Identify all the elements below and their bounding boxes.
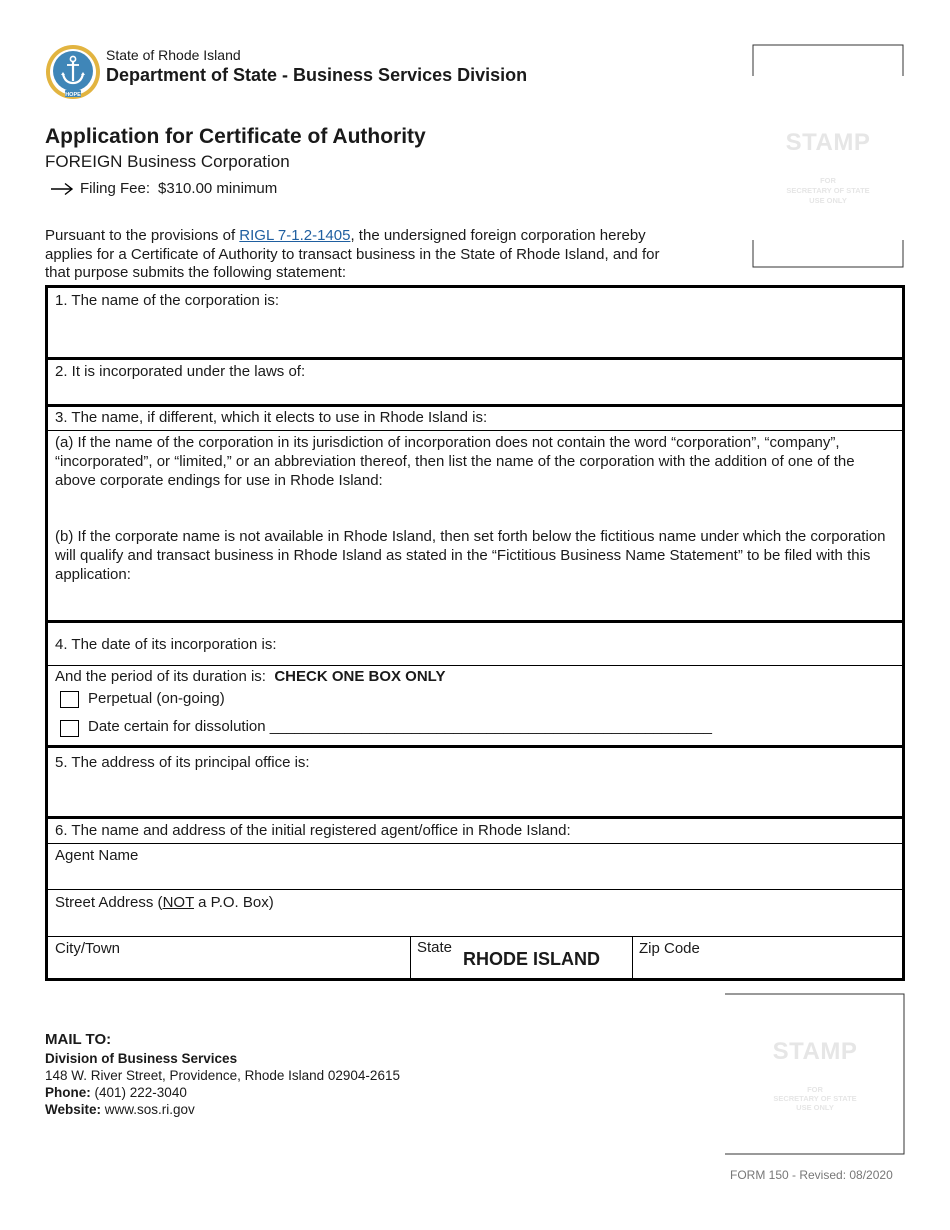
divider [48, 936, 902, 937]
stamp-label: STAMP [785, 129, 871, 156]
mail-division: Division of Business Services [45, 1051, 238, 1066]
question-3b-text: (b) If the corporate name is not available in Rhode Island, then set forth below the fictitious name under which the corporation will qualify and transact business in Rhode Island as stated in the “Fictitious Business Name Statement” to be filed with this application: [55, 528, 886, 583]
question-3b-field[interactable] [48, 588, 902, 620]
question-3a-field[interactable] [48, 493, 902, 528]
filing-fee-amount: $310.00 minimum [158, 180, 278, 197]
duration-label: And the period of its duration is: [55, 668, 266, 685]
mail-to-heading: MAIL TO: [45, 1031, 112, 1048]
divider [48, 430, 902, 431]
street-address-label: Street Address (NOT a P.O. Box) [55, 894, 274, 911]
question-2-field[interactable] [48, 360, 902, 405]
question-3a-text: (a) If the name of the corporation in its jurisdiction of incorporation does not contain the word “corporation”, “company”, “incorporated”, or “limited,” or an abbreviation thereof, then list the name of the corporation with the addition of one of the above corporate endings for use in Rhode Island: [55, 434, 855, 489]
question-3-label: 3. The name, if different, which it elects to use in Rhode Island is: [55, 409, 488, 426]
question-2-label: 2. It is incorporated under the laws of: [55, 363, 306, 380]
stamp-sub-2: SECRETARY OF STATE [786, 186, 870, 195]
divider [48, 889, 902, 890]
mail-phone: (401) 222-3040 [94, 1085, 187, 1100]
dissolution-date-blank[interactable]: _____________________________________________________ [269, 718, 712, 735]
duration-row [55, 668, 445, 685]
zip-code-label: Zip Code [639, 940, 700, 957]
application-form [45, 285, 905, 981]
state-value: RHODE ISLAND [463, 949, 601, 969]
state-name: State of Rhode Island [106, 47, 241, 63]
intro-paragraph [45, 227, 685, 283]
stamp-sub-3: USE ONLY [796, 1103, 834, 1112]
question-1-label: 1. The name of the corporation is: [55, 292, 280, 309]
filing-fee-row [50, 180, 277, 197]
stamp-box-top [752, 44, 904, 268]
stamp-sub-3: USE ONLY [809, 196, 847, 205]
mail-address: 148 W. River Street, Providence, Rhode Island 02904-2615 [45, 1068, 400, 1083]
dissolution-row [88, 718, 712, 735]
question-3-row [48, 407, 902, 431]
stamp-sub-1: FOR [807, 1085, 823, 1094]
stamp-sub-2: SECRETARY OF STATE [773, 1094, 857, 1103]
divider [632, 936, 633, 981]
zip-code-field[interactable] [634, 938, 902, 981]
street-address-field[interactable] [48, 891, 902, 936]
stamp-box-bottom-frame [725, 993, 905, 1155]
arrow-right-icon [50, 182, 74, 196]
form-subtitle: FOREIGN Business Corporation [45, 152, 290, 171]
question-5-field[interactable] [48, 748, 902, 816]
agent-name-field[interactable] [48, 845, 902, 889]
dissolution-label: Date certain for dissolution [88, 718, 266, 735]
agent-name-label: Agent Name [55, 847, 139, 864]
filing-fee-label: Filing Fee: [80, 180, 151, 197]
question-4-field[interactable] [48, 623, 902, 665]
intro-text-after: , the undersigned foreign corporation hereby applies for a Certificate of Authority to transact business in the State of Rhode Island, and for that purpose submits the following statement: [45, 227, 660, 281]
city-label: City/Town [55, 940, 121, 957]
duration-instruction: CHECK ONE BOX ONLY [274, 668, 446, 685]
question-6-row [48, 819, 902, 843]
stamp-box-bottom [725, 993, 905, 1155]
divider [48, 665, 902, 666]
seal-motto: HOPE [65, 92, 81, 98]
question-5-label: 5. The address of its principal office is: [55, 754, 310, 771]
question-6-label: 6. The name and address of the initial registered agent/office in Rhode Island: [55, 822, 571, 839]
mail-website[interactable]: www.sos.ri.gov [104, 1102, 195, 1117]
state-seal-logo [45, 44, 101, 100]
question-4-label: 4. The date of its incorporation is: [55, 636, 277, 653]
rigl-link[interactable]: RIGL 7-1.2-1405 [239, 227, 351, 244]
stamp-sub-1: FOR [820, 176, 836, 185]
question-1-field[interactable] [48, 288, 902, 358]
intro-text-before: Pursuant to the provisions of [45, 227, 240, 244]
mail-to-block [45, 1050, 400, 1118]
perpetual-checkbox[interactable] [60, 691, 79, 708]
divider [48, 843, 902, 844]
mail-phone-label: Phone: [45, 1085, 91, 1100]
form-revision-code: FORM 150 - Revised: 08/2020 [730, 1168, 893, 1182]
perpetual-label: Perpetual (on-going) [88, 690, 225, 707]
state-label: State [417, 939, 453, 956]
city-field[interactable] [48, 938, 410, 981]
form-title: Application for Certificate of Authority [45, 125, 426, 148]
dissolution-checkbox[interactable] [60, 720, 79, 737]
department-name: Department of State - Business Services Division [106, 65, 528, 85]
divider [410, 936, 411, 981]
stamp-label: STAMP [772, 1038, 858, 1065]
mail-website-label: Website: [45, 1102, 102, 1117]
